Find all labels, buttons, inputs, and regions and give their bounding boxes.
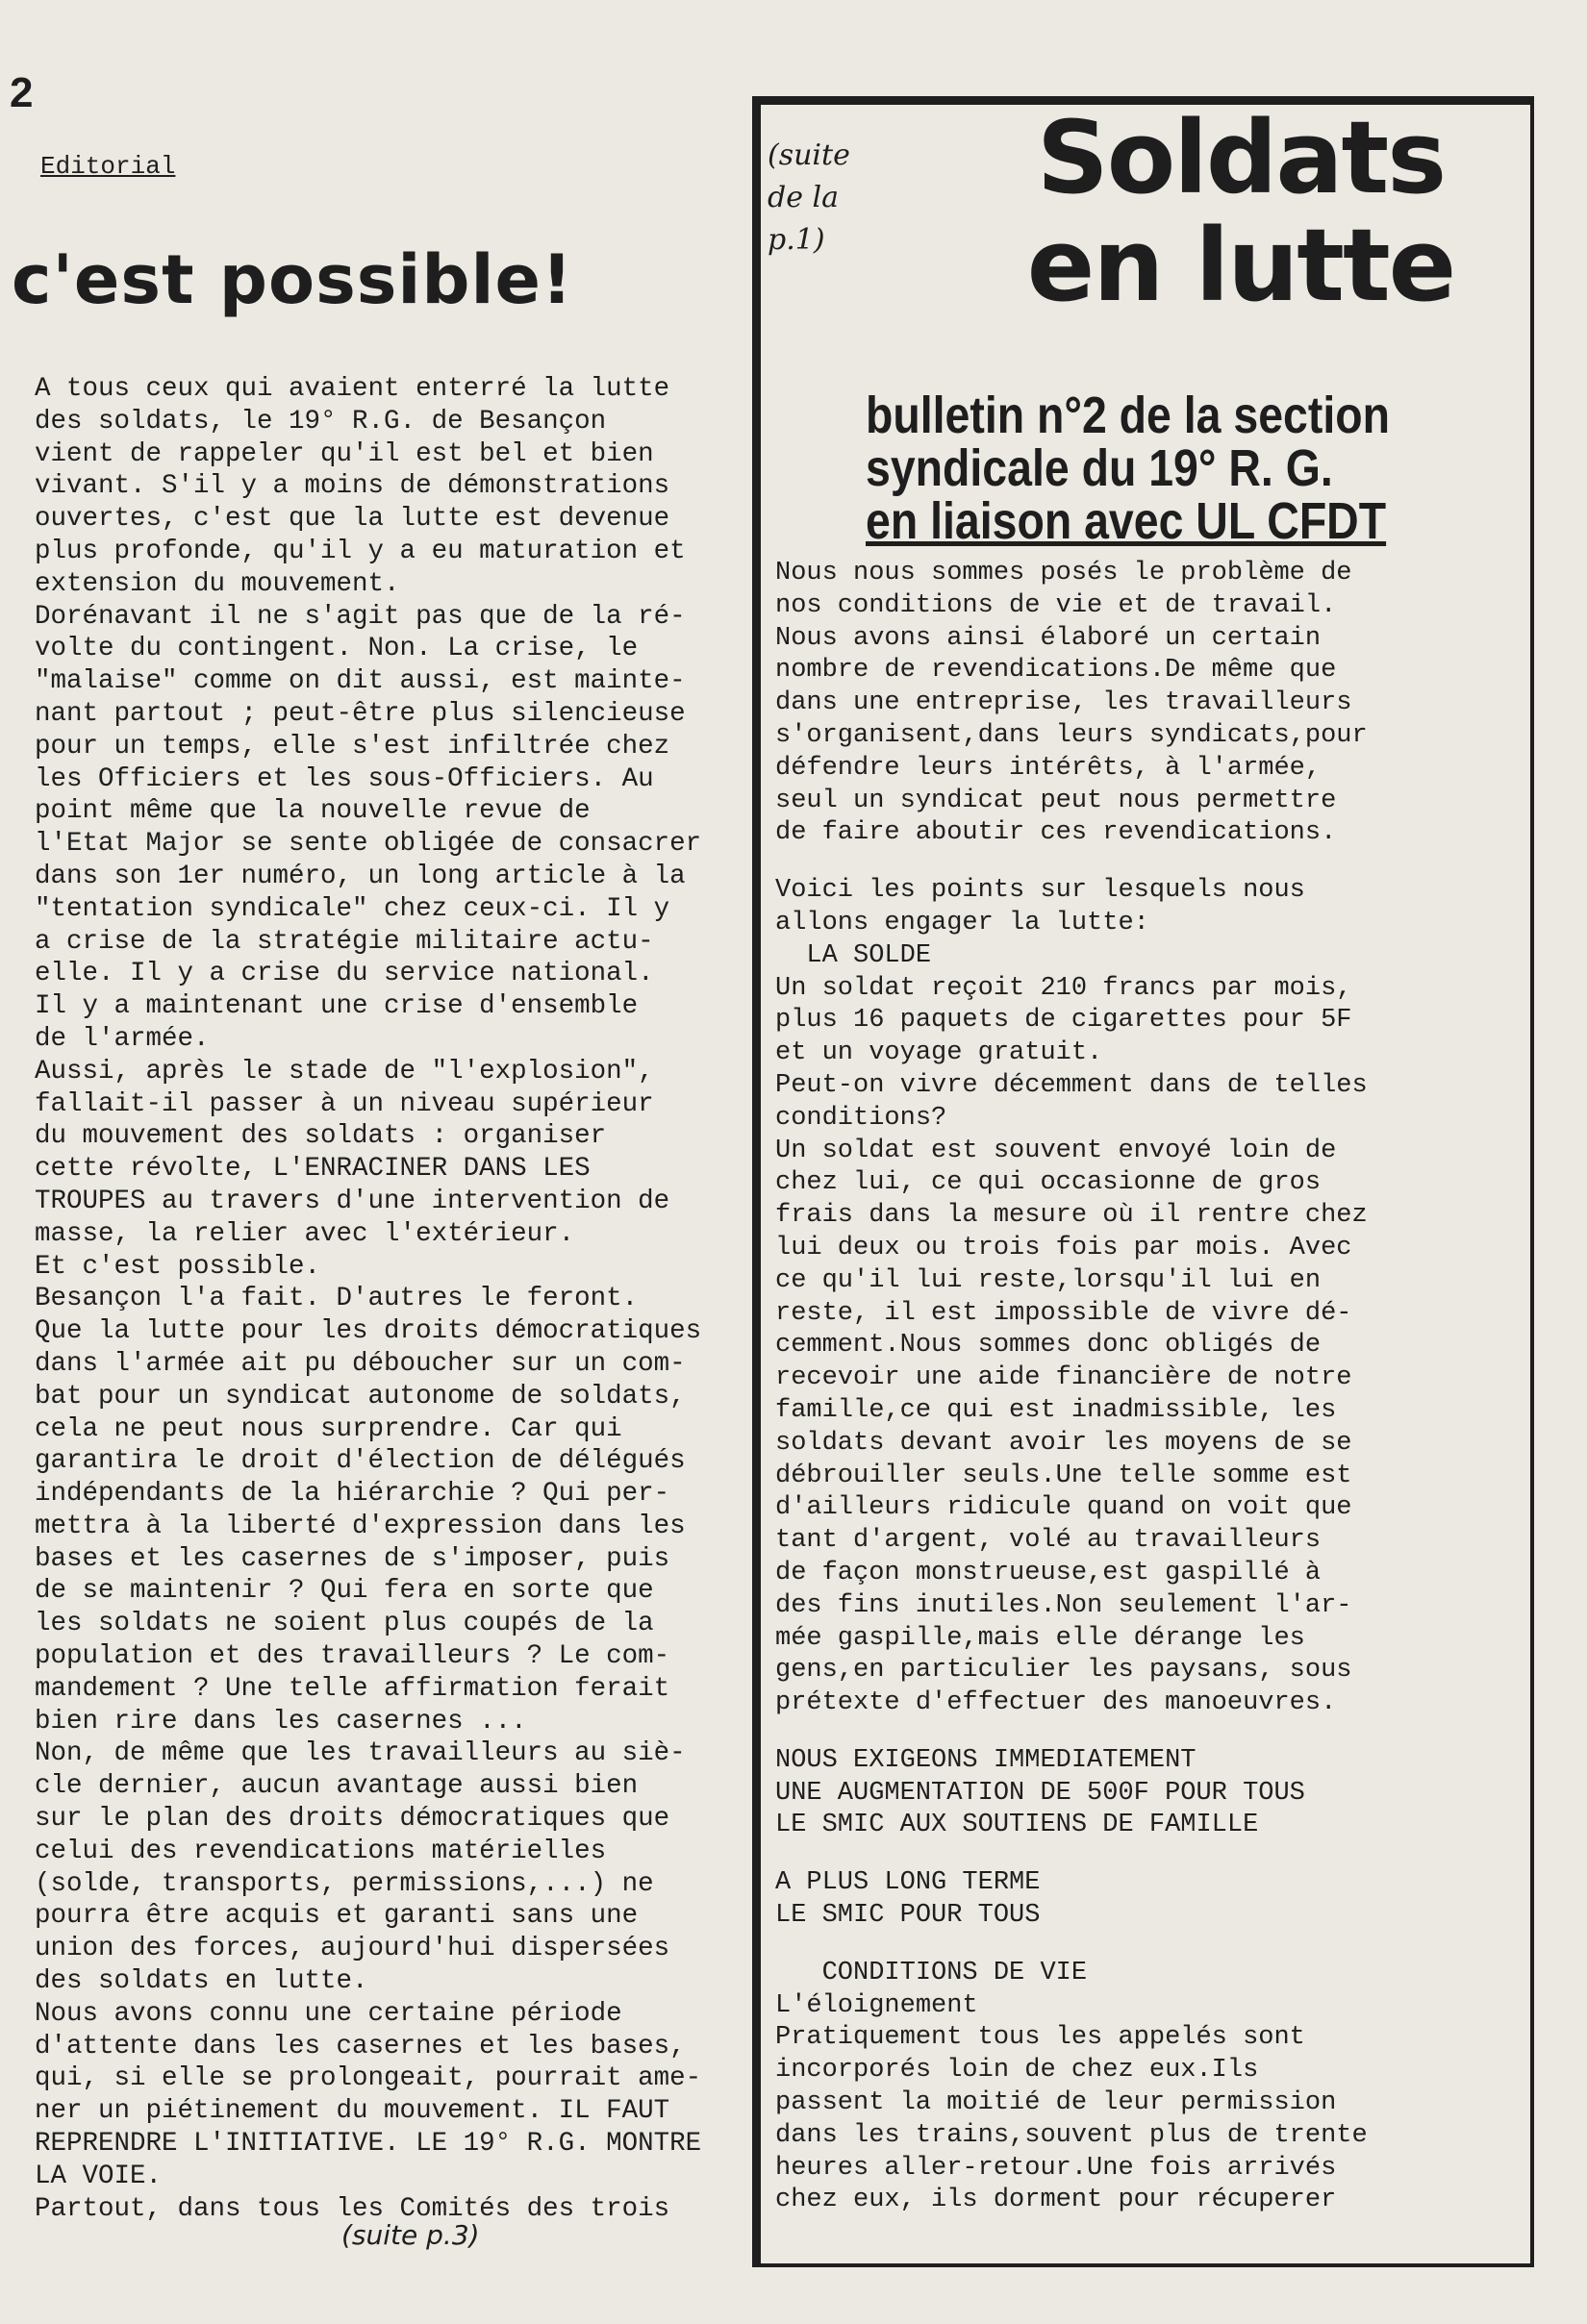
handwritten-note	[768, 135, 850, 262]
handwritten-note-line: p.1)	[768, 223, 825, 257]
editorial-line: cle dernier, aucun avantage aussi bien	[35, 1771, 639, 1802]
editorial-line: Besançon l'a fait. D'autres le feront.	[35, 1284, 639, 1314]
insert-line: nombre de revendications.De même que	[775, 656, 1337, 686]
insert-line: dans une entreprise, les travailleurs	[775, 688, 1352, 718]
insert-line: tant d'argent, volé au travailleurs	[775, 1526, 1322, 1556]
insert-line: UNE AUGMENTATION DE 500F POUR TOUS	[775, 1778, 1305, 1808]
insert-line: de façon monstrueuse,est gaspillé à	[775, 1558, 1322, 1587]
insert-line: mée gaspille,mais elle dérange les	[775, 1623, 1305, 1653]
editorial-line: Nous avons connu une certaine période	[35, 1998, 622, 2029]
insert-line: passent la moitié de leur permission	[775, 2088, 1337, 2118]
editorial-line: dans son 1er numéro, un long article à la	[35, 861, 686, 891]
editorial-line: qui, si elle se prolongeait, pourrait ame-	[35, 2063, 702, 2094]
editorial-line: Dorénavant il ne s'agit pas que de la ré-	[35, 601, 686, 632]
editorial-line: ouvertes, c'est que la lutte est devenue	[35, 504, 670, 535]
paragraph-gap	[775, 1933, 1506, 1958]
insert-line: Pratiquement tous les appelés sont	[775, 2023, 1305, 2053]
insert-line: chez eux, ils dorment pour récuperer	[775, 2186, 1337, 2215]
insert-line: LA SOLDE	[775, 940, 932, 970]
editorial-line: plus profonde, qu'il y a eu maturation et	[35, 536, 686, 566]
insert-line: Voici les points sur lesquels nous	[775, 876, 1305, 906]
insert-line: débrouiller seuls.Une telle somme est	[775, 1461, 1352, 1490]
editorial-line: volte du contingent. Non. La crise, le	[35, 634, 639, 664]
bulletin-line: bulletin n°2 de la section	[866, 387, 1390, 444]
editorial-line: REPRENDRE L'INITIATIVE. LE 19° R.G. MONTRE	[35, 2129, 702, 2160]
insert-line: LE SMIC AUX SOUTIENS DE FAMILLE	[775, 1811, 1259, 1840]
insert-line: et un voyage gratuit.	[775, 1038, 1103, 1068]
insert-title-line-1: Soldats	[1036, 99, 1446, 216]
editorial-body	[35, 373, 758, 2225]
editorial-line: sur le plan des droits démocratiques que	[35, 1804, 670, 1835]
insert-line: conditions?	[775, 1103, 947, 1133]
editorial-line: (solde, transports, permissions,...) ne	[35, 1868, 654, 1899]
insert-line: ce qu'il lui reste,lorsqu'il lui en	[775, 1265, 1322, 1295]
continued-note: (suite p.3)	[341, 2219, 480, 2251]
editorial-line: bien rire dans les casernes ...	[35, 1706, 527, 1737]
insert-line: recevoir une aide financière de notre	[775, 1363, 1352, 1393]
editorial-line: "malaise" comme on dit aussi, est mainte-	[35, 666, 686, 697]
editorial-line: de se maintenir ? Qui fera en sorte que	[35, 1576, 654, 1607]
editorial-line: mandement ? Une telle affirmation ferait	[35, 1673, 670, 1704]
insert-line: CONDITIONS DE VIE	[775, 1958, 1088, 1987]
insert-line: plus 16 paquets de cigarettes pour 5F	[775, 1006, 1352, 1036]
editorial-line: union des forces, aujourd'hui dispersées	[35, 1934, 670, 1964]
editorial-line: vivant. S'il y a moins de démonstrations	[35, 471, 670, 502]
editorial-line: ner un piétinement du mouvement. IL FAUT	[35, 2096, 670, 2127]
insert-line: heures aller-retour.Une fois arrivés	[775, 2153, 1337, 2183]
paragraph-gap	[775, 1842, 1506, 1867]
editorial-line: du mouvement des soldats : organiser	[35, 1121, 607, 1152]
page-number: 2	[10, 69, 34, 116]
editorial-line: Il y a maintenant une crise d'ensemble	[35, 991, 639, 1022]
editorial-line: dans l'armée ait pu déboucher sur un com-	[35, 1348, 686, 1379]
insert-line: Nous avons ainsi élaboré un certain	[775, 623, 1322, 653]
insert-line: cemment.Nous sommes donc obligés de	[775, 1331, 1322, 1361]
insert-line: Peut-on vivre décemment dans de telles	[775, 1070, 1368, 1100]
insert-line: frais dans la mesure où il rentre chez	[775, 1201, 1368, 1231]
editorial-line: extension du mouvement.	[35, 568, 400, 599]
insert-line: gens,en particulier les paysans, sous	[775, 1656, 1352, 1686]
editorial-line: vient de rappeler qu'il est bel et bien	[35, 438, 654, 469]
editorial-line: indépendants de la hiérarchie ? Qui per-	[35, 1479, 670, 1510]
editorial-line: Que la lutte pour les droits démocratiques	[35, 1316, 702, 1347]
editorial-line: mettra à la liberté d'expression dans les	[35, 1511, 686, 1541]
insert-line: famille,ce qui est inadmissible, les	[775, 1395, 1337, 1425]
editorial-line: TROUPES au travers d'une intervention de	[35, 1186, 670, 1216]
editorial-line: cela ne peut nous surprendre. Car qui	[35, 1413, 622, 1444]
insert-line: incorporés loin de chez eux.Ils	[775, 2056, 1259, 2086]
editorial-line: bat pour un syndicat autonome de soldats,	[35, 1381, 686, 1412]
editorial-line: a crise de la stratégie militaire actu-	[35, 926, 654, 957]
editorial-line: celui des revendications matérielles	[35, 1836, 607, 1866]
paragraph-gap	[775, 850, 1506, 875]
insert-line: des fins inutiles.Non seulement l'ar-	[775, 1590, 1352, 1620]
editorial-line: d'attente dans les casernes et les bases,	[35, 2031, 686, 2062]
editorial-line: Non, de même que les travailleurs au siè-	[35, 1738, 686, 1769]
editorial-line: bases et les casernes de s'imposer, puis	[35, 1543, 670, 1574]
editorial-line: de l'armée.	[35, 1023, 210, 1054]
paragraph-gap	[775, 1720, 1506, 1745]
editorial-label: Editorial	[40, 152, 176, 181]
insert-line: Un soldat reçoit 210 francs par mois,	[775, 973, 1352, 1003]
bulletin-line: syndicale du 19° R. G.	[866, 439, 1333, 497]
handwritten-note-line: de la	[768, 181, 839, 214]
editorial-line: Et c'est possible.	[35, 1251, 321, 1282]
editorial-line: les Officiers et les sous-Officiers. Au	[35, 763, 654, 794]
editorial-line: masse, la relier avec l'extérieur.	[35, 1218, 575, 1249]
editorial-line: nant partout ; peut-être plus silencieuse	[35, 698, 686, 729]
insert-line: L'éloignement	[775, 1990, 978, 2020]
insert-line: allons engager la lutte:	[775, 908, 1149, 937]
editorial-line: "tentation syndicale" chez ceux-ci. Il y	[35, 893, 670, 924]
editorial-line: elle. Il y a crise du service national.	[35, 959, 654, 989]
insert-line: dans les trains,souvent plus de trente	[775, 2120, 1368, 2150]
editorial-line: garantira le droit d'élection de délégués	[35, 1446, 686, 1477]
insert-line: A PLUS LONG TERME	[775, 1868, 1041, 1898]
editorial-line: A tous ceux qui avaient enterré la lutte	[35, 374, 670, 404]
insert-line: LE SMIC POUR TOUS	[775, 1901, 1041, 1931]
insert-line: lui deux ou trois fois par mois. Avec	[775, 1233, 1352, 1262]
editorial-line: pourra être acquis et garanti sans une	[35, 1901, 639, 1932]
insert-line: Un soldat est souvent envoyé loin de	[775, 1136, 1337, 1165]
insert-line: seul un syndicat peut nous permettre	[775, 786, 1337, 815]
editorial-line: des soldats en lutte.	[35, 1966, 368, 1997]
editorial-line: l'Etat Major se sente obligée de consacrer	[35, 829, 702, 860]
editorial-line: LA VOIE.	[35, 2161, 163, 2191]
insert-line: nos conditions de vie et de travail.	[775, 590, 1337, 620]
insert-line: chez lui, ce qui occasionne de gros	[775, 1168, 1322, 1198]
insert-title-line-2: en lutte	[1026, 207, 1455, 324]
editorial-line: les soldats ne soient plus coupés de la	[35, 1609, 654, 1639]
bulletin-line: en liaison avec UL CFDT	[866, 492, 1387, 550]
insert-line: reste, il est impossible de vivre dé-	[775, 1298, 1352, 1328]
insert-line: prétexte d'effectuer des manoeuvres.	[775, 1688, 1337, 1718]
editorial-line: point même que la nouvelle revue de	[35, 796, 591, 827]
editorial-line: population et des travailleurs ? Le com-	[35, 1641, 670, 1672]
editorial-line: pour un temps, elle s'est infiltrée chez	[35, 731, 670, 762]
editorial-line: cette révolte, L'ENRACINER DANS LES	[35, 1154, 591, 1185]
editorial-line: Aussi, après le stade de "l'explosion",	[35, 1056, 654, 1087]
editorial-line: Partout, dans tous les Comités des trois	[35, 2193, 670, 2224]
insert-line: soldats devant avoir les moyens de se	[775, 1428, 1352, 1458]
bulletin-subtitle	[866, 389, 1390, 548]
insert-line: Nous nous sommes posés le problème de	[775, 559, 1352, 587]
insert-line: d'ailleurs ridicule quand on voit que	[775, 1493, 1352, 1523]
insert-line: défendre leurs intérêts, à l'armée,	[775, 753, 1322, 783]
insert-title	[971, 99, 1510, 324]
insert-line: de faire aboutir ces revendications.	[775, 818, 1337, 848]
editorial-line: des soldats, le 19° R.G. de Besançon	[35, 406, 607, 437]
editorial-line: fallait-il passer à un niveau supérieur	[35, 1088, 654, 1119]
handwritten-note-line: (suite	[768, 138, 850, 172]
insert-body	[775, 558, 1506, 2217]
insert-line: s'organisent,dans leurs syndicats,pour	[775, 720, 1368, 750]
insert-line: NOUS EXIGEONS IMMEDIATEMENT	[775, 1745, 1197, 1775]
editorial-headline: c'est possible!	[12, 240, 573, 319]
